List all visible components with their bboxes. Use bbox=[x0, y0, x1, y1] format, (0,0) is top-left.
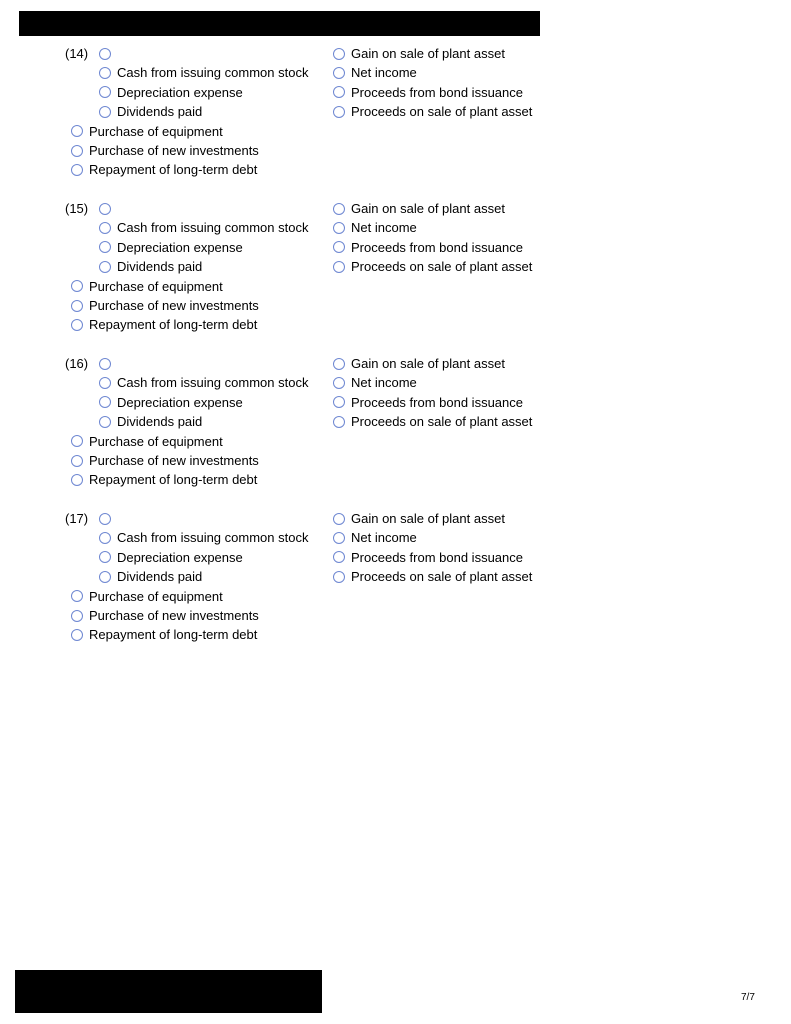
option-proceeds-from-bond-issuance[interactable]: Proceeds from bond issuance bbox=[333, 395, 523, 410]
radio-icon[interactable] bbox=[71, 435, 83, 447]
option-net-income[interactable]: Net income bbox=[333, 375, 417, 390]
option-purchase-of-new-investments[interactable]: Purchase of new investments bbox=[71, 608, 259, 623]
radio-icon[interactable] bbox=[71, 145, 83, 157]
radio-icon[interactable] bbox=[333, 532, 345, 544]
radio-icon[interactable] bbox=[333, 513, 345, 525]
option-proceeds-from-bond-issuance[interactable]: Proceeds from bond issuance bbox=[333, 85, 523, 100]
option-dividends-paid[interactable]: Dividends paid bbox=[99, 104, 202, 119]
radio-icon[interactable] bbox=[99, 203, 111, 215]
radio-icon[interactable] bbox=[333, 377, 345, 389]
radio-icon[interactable] bbox=[71, 125, 83, 137]
option-proceeds-on-sale-of-plant-asset[interactable]: Proceeds on sale of plant asset bbox=[333, 104, 532, 119]
radio-icon[interactable] bbox=[71, 319, 83, 331]
question-number: (15) bbox=[65, 201, 89, 216]
option-dividends-paid[interactable]: Dividends paid bbox=[99, 414, 202, 429]
radio-icon[interactable] bbox=[333, 67, 345, 79]
radio-icon[interactable] bbox=[71, 590, 83, 602]
blank-option[interactable] bbox=[99, 46, 117, 61]
radio-icon[interactable] bbox=[71, 629, 83, 641]
radio-icon[interactable] bbox=[99, 416, 111, 428]
option-net-income[interactable]: Net income bbox=[333, 65, 417, 80]
radio-icon[interactable] bbox=[71, 455, 83, 467]
radio-icon[interactable] bbox=[71, 280, 83, 292]
radio-icon[interactable] bbox=[99, 222, 111, 234]
radio-icon[interactable] bbox=[333, 261, 345, 273]
option-depreciation-expense[interactable]: Depreciation expense bbox=[99, 85, 243, 100]
option-gain-on-sale-of-plant-asset[interactable]: Gain on sale of plant asset bbox=[333, 356, 505, 371]
option-purchase-of-new-investments[interactable]: Purchase of new investments bbox=[71, 143, 259, 158]
option-depreciation-expense[interactable]: Depreciation expense bbox=[99, 550, 243, 565]
radio-icon[interactable] bbox=[333, 241, 345, 253]
option-proceeds-on-sale-of-plant-asset[interactable]: Proceeds on sale of plant asset bbox=[333, 569, 532, 584]
radio-icon[interactable] bbox=[99, 106, 111, 118]
option-dividends-paid[interactable]: Dividends paid bbox=[99, 569, 202, 584]
radio-icon[interactable] bbox=[333, 48, 345, 60]
question-number: (17) bbox=[65, 511, 89, 526]
radio-icon[interactable] bbox=[71, 474, 83, 486]
option-purchase-of-equipment[interactable]: Purchase of equipment bbox=[71, 279, 223, 294]
radio-icon[interactable] bbox=[333, 571, 345, 583]
radio-icon[interactable] bbox=[99, 532, 111, 544]
option-net-income[interactable]: Net income bbox=[333, 530, 417, 545]
radio-icon[interactable] bbox=[99, 67, 111, 79]
radio-icon[interactable] bbox=[99, 358, 111, 370]
option-purchase-of-new-investments[interactable]: Purchase of new investments bbox=[71, 298, 259, 313]
option-gain-on-sale-of-plant-asset[interactable]: Gain on sale of plant asset bbox=[333, 46, 505, 61]
radio-icon[interactable] bbox=[99, 241, 111, 253]
question-number: (16) bbox=[65, 356, 89, 371]
option-repayment-of-long-term-debt[interactable]: Repayment of long-term debt bbox=[71, 472, 257, 487]
option-purchase-of-equipment[interactable]: Purchase of equipment bbox=[71, 124, 223, 139]
radio-icon[interactable] bbox=[99, 377, 111, 389]
option-proceeds-from-bond-issuance[interactable]: Proceeds from bond issuance bbox=[333, 240, 523, 255]
option-depreciation-expense[interactable]: Depreciation expense bbox=[99, 240, 243, 255]
option-cash-from-issuing-common-stock[interactable]: Cash from issuing common stock bbox=[99, 220, 308, 235]
redacted-footer-bar bbox=[15, 970, 322, 1013]
question-14 bbox=[0, 46, 560, 186]
radio-icon[interactable] bbox=[333, 396, 345, 408]
option-repayment-of-long-term-debt[interactable]: Repayment of long-term debt bbox=[71, 162, 257, 177]
option-proceeds-from-bond-issuance[interactable]: Proceeds from bond issuance bbox=[333, 550, 523, 565]
radio-icon[interactable] bbox=[333, 358, 345, 370]
page-number: 7/7 bbox=[741, 992, 755, 1003]
question-15 bbox=[0, 201, 560, 341]
blank-option[interactable] bbox=[99, 201, 117, 216]
question-17 bbox=[0, 511, 560, 651]
option-purchase-of-equipment[interactable]: Purchase of equipment bbox=[71, 589, 223, 604]
option-depreciation-expense[interactable]: Depreciation expense bbox=[99, 395, 243, 410]
radio-icon[interactable] bbox=[333, 106, 345, 118]
radio-icon[interactable] bbox=[99, 86, 111, 98]
option-dividends-paid[interactable]: Dividends paid bbox=[99, 259, 202, 274]
question-number: (14) bbox=[65, 46, 89, 61]
option-repayment-of-long-term-debt[interactable]: Repayment of long-term debt bbox=[71, 317, 257, 332]
option-cash-from-issuing-common-stock[interactable]: Cash from issuing common stock bbox=[99, 530, 308, 545]
option-cash-from-issuing-common-stock[interactable]: Cash from issuing common stock bbox=[99, 375, 308, 390]
blank-option[interactable] bbox=[99, 511, 117, 526]
radio-icon[interactable] bbox=[333, 222, 345, 234]
radio-icon[interactable] bbox=[333, 551, 345, 563]
radio-icon[interactable] bbox=[99, 396, 111, 408]
option-proceeds-on-sale-of-plant-asset[interactable]: Proceeds on sale of plant asset bbox=[333, 259, 532, 274]
option-repayment-of-long-term-debt[interactable]: Repayment of long-term debt bbox=[71, 627, 257, 642]
option-cash-from-issuing-common-stock[interactable]: Cash from issuing common stock bbox=[99, 65, 308, 80]
option-net-income[interactable]: Net income bbox=[333, 220, 417, 235]
radio-icon[interactable] bbox=[99, 261, 111, 273]
option-proceeds-on-sale-of-plant-asset[interactable]: Proceeds on sale of plant asset bbox=[333, 414, 532, 429]
radio-icon[interactable] bbox=[99, 551, 111, 563]
radio-icon[interactable] bbox=[71, 610, 83, 622]
radio-icon[interactable] bbox=[99, 48, 111, 60]
option-purchase-of-new-investments[interactable]: Purchase of new investments bbox=[71, 453, 259, 468]
radio-icon[interactable] bbox=[99, 571, 111, 583]
blank-option[interactable] bbox=[99, 356, 117, 371]
radio-icon[interactable] bbox=[333, 86, 345, 98]
radio-icon[interactable] bbox=[333, 203, 345, 215]
radio-icon[interactable] bbox=[99, 513, 111, 525]
redacted-header-bar bbox=[19, 11, 540, 36]
radio-icon[interactable] bbox=[71, 164, 83, 176]
radio-icon[interactable] bbox=[333, 416, 345, 428]
option-gain-on-sale-of-plant-asset[interactable]: Gain on sale of plant asset bbox=[333, 511, 505, 526]
radio-icon[interactable] bbox=[71, 300, 83, 312]
question-16 bbox=[0, 356, 560, 496]
option-purchase-of-equipment[interactable]: Purchase of equipment bbox=[71, 434, 223, 449]
option-gain-on-sale-of-plant-asset[interactable]: Gain on sale of plant asset bbox=[333, 201, 505, 216]
